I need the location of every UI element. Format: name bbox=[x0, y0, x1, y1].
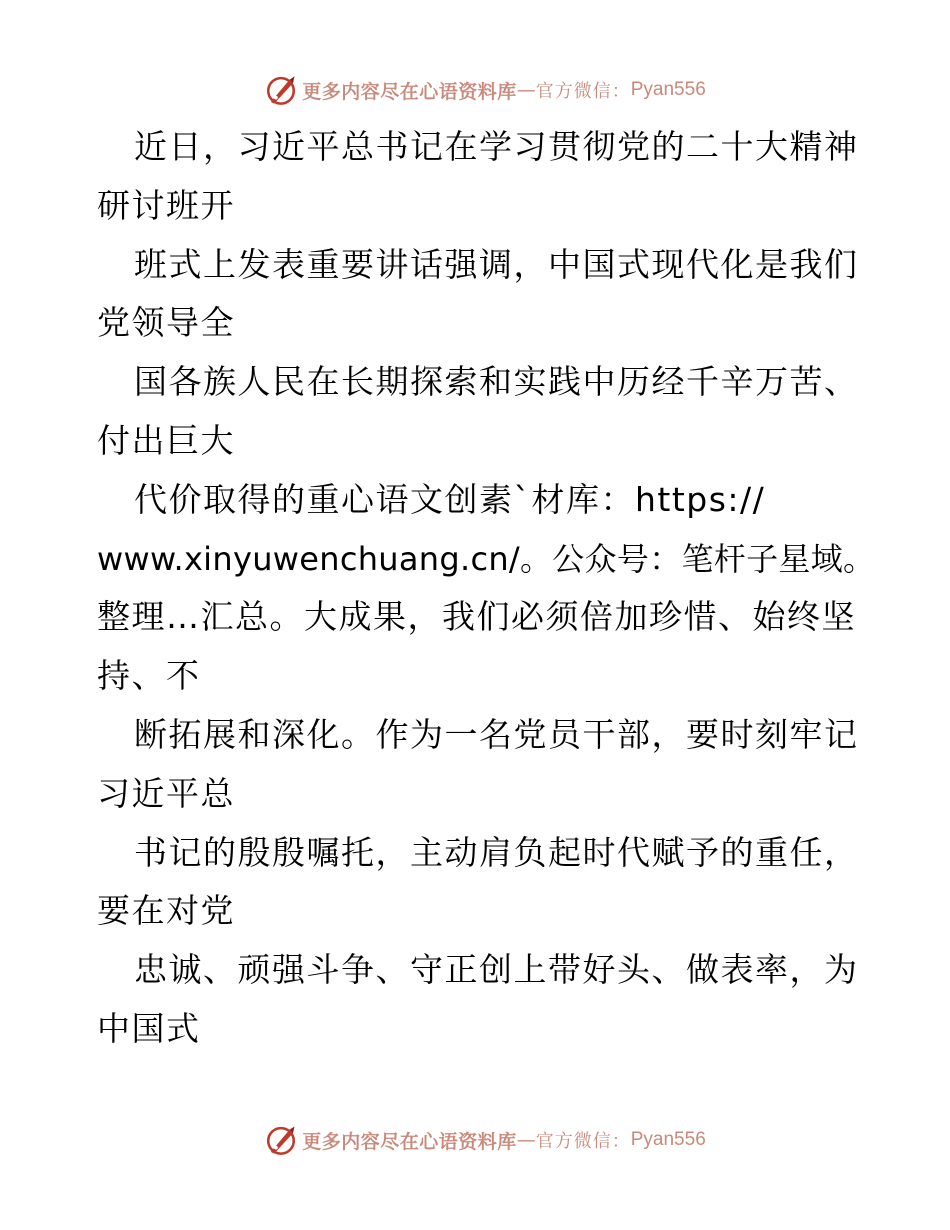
header-brand-text: 更多内容尽在心语资料库 bbox=[302, 80, 517, 103]
body-line: 习近平总 bbox=[97, 773, 235, 813]
body-line: 忠诚、顽强斗争、守正创上带好头、做表率，为 bbox=[134, 950, 859, 990]
pen-nib-logo-icon bbox=[264, 73, 298, 107]
footer-dash: — bbox=[516, 1129, 536, 1151]
header-banner-inner bbox=[264, 73, 706, 107]
body-line: 断拓展和深化。作为一名党员干部，要时刻牢记 bbox=[134, 714, 859, 754]
body-line: 书记的殷殷嘱托，主动肩负起时代赋予的重任， bbox=[134, 832, 859, 872]
header-banner bbox=[0, 72, 950, 108]
body-line: 国各族人民在长期探索和实践中历经千辛万苦、 bbox=[134, 362, 859, 402]
header-wechat-id: Pyan556 bbox=[630, 79, 706, 100]
body-line: 研讨班开 bbox=[97, 185, 235, 225]
body-line: 党领导全 bbox=[97, 303, 235, 343]
body-line: 付出巨大 bbox=[97, 420, 235, 460]
body-line: www.xinyuwenchuang.cn/。公众号：笔杆子星域。 bbox=[97, 539, 876, 578]
footer-banner bbox=[0, 1122, 950, 1158]
body-line: 代价取得的重心语文创素`材库：https:// bbox=[134, 479, 766, 519]
body-line: 整理…汇总。大成果，我们必须倍加珍惜、始终坚 bbox=[97, 597, 856, 637]
body-line: 中国式 bbox=[97, 1008, 201, 1048]
body-line: 持、不 bbox=[97, 656, 201, 696]
body-line: 班式上发表重要讲话强调，中国式现代化是我们 bbox=[134, 244, 859, 284]
pen-nib-logo-icon bbox=[264, 1123, 298, 1157]
footer-wechat-id: Pyan556 bbox=[630, 1129, 706, 1150]
footer-brand-text: 更多内容尽在心语资料库 bbox=[302, 1130, 517, 1153]
body-line: 近日，习近平总书记在学习贯彻党的二十大精神 bbox=[134, 127, 859, 166]
body-line: 要在对党 bbox=[97, 891, 235, 931]
footer-banner-inner bbox=[264, 1123, 706, 1157]
header-dash: — bbox=[516, 79, 536, 101]
header-wechat-label: 官方微信： bbox=[535, 81, 631, 102]
footer-wechat-label: 官方微信： bbox=[535, 1131, 631, 1152]
document-body bbox=[97, 118, 876, 1059]
